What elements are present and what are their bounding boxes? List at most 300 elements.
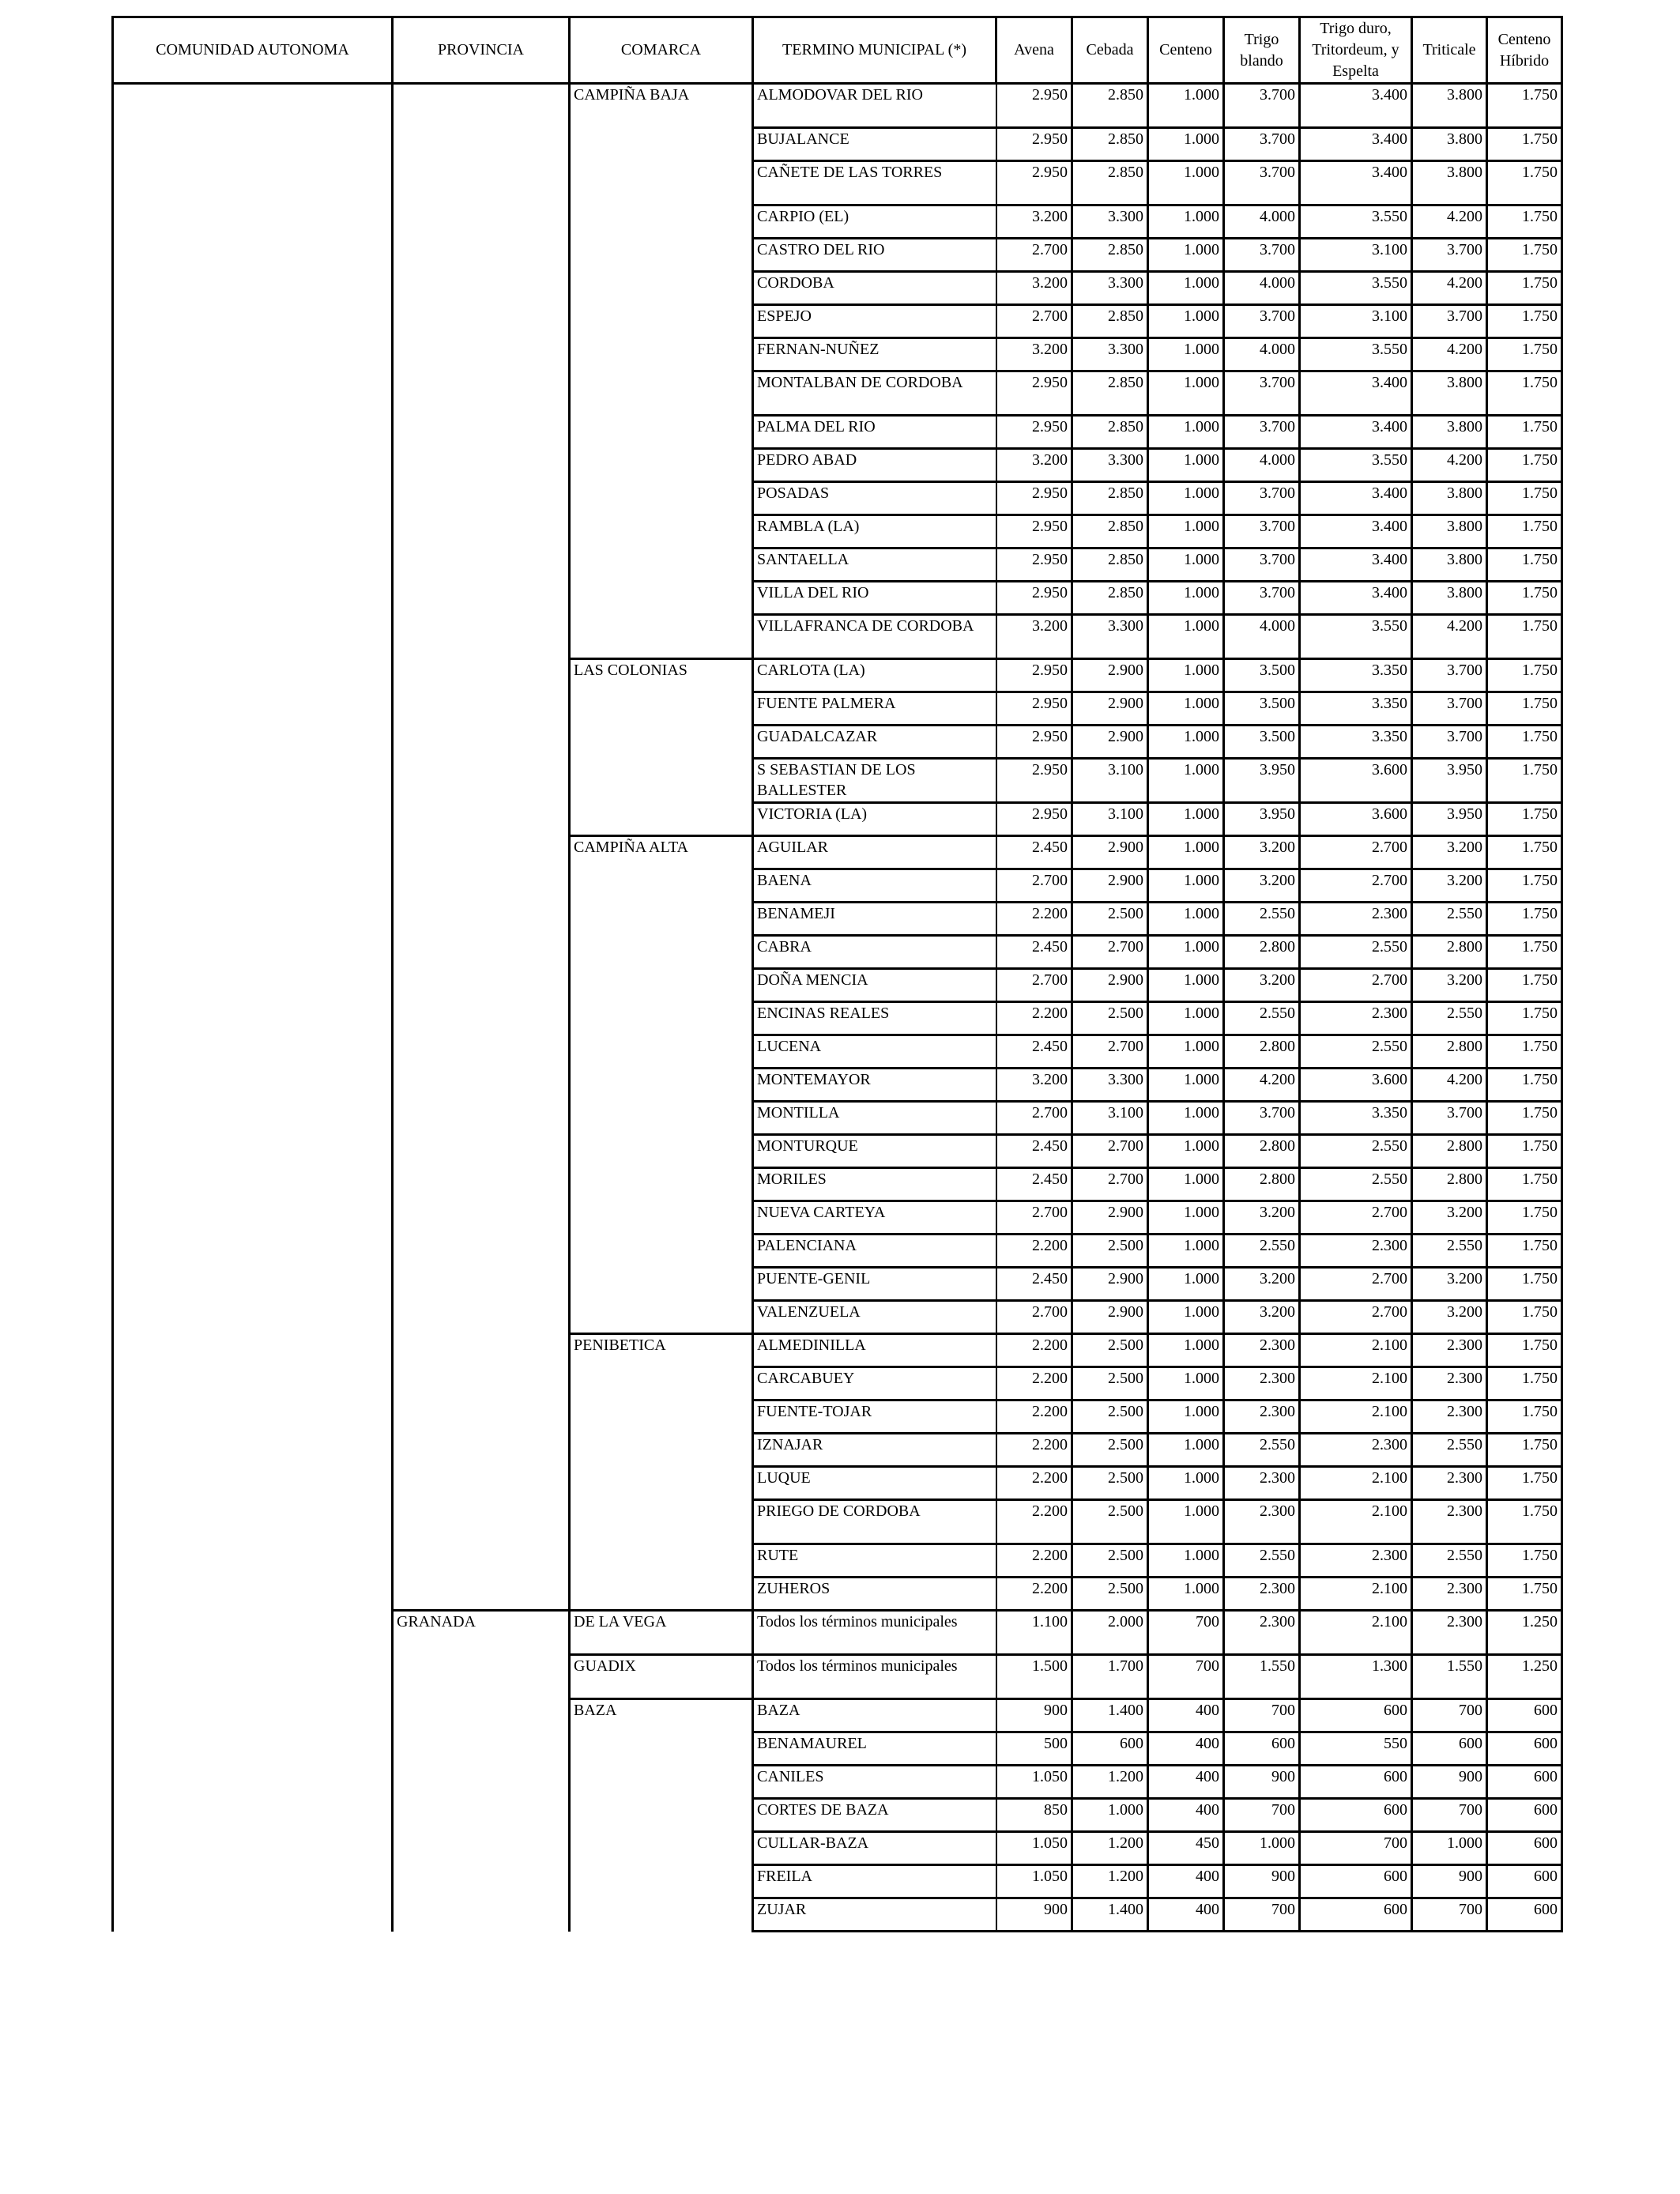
table-row (113, 305, 1562, 338)
table-row (113, 1578, 1562, 1611)
table-row (113, 1002, 1562, 1035)
comunidad-cell (113, 1367, 393, 1400)
cebada-value: 1.000 (1072, 1799, 1148, 1832)
triticale-value: 4.200 (1412, 205, 1487, 239)
cebada-value: 1.200 (1072, 1766, 1148, 1799)
termino-municipal-cell: CARCABUEY (753, 1367, 996, 1400)
table-row (113, 1434, 1562, 1467)
provincia-cell (393, 1578, 570, 1611)
table-row (113, 1898, 1562, 1932)
cebada-value: 2.850 (1072, 416, 1148, 449)
table-row (113, 1699, 1562, 1732)
provincia-cell (393, 659, 570, 692)
termino-municipal-cell: MONTALBAN DE CORDOBA (753, 371, 996, 416)
provincia-cell (393, 371, 570, 416)
trigo-blando-value: 3.200 (1224, 1268, 1300, 1301)
centeno-hibrido-value: 1.750 (1487, 239, 1562, 272)
trigo-blando-value: 3.200 (1224, 1301, 1300, 1334)
table-row (113, 582, 1562, 615)
comarca-cell (570, 1434, 753, 1467)
table-row (113, 936, 1562, 969)
provincia-cell (393, 1732, 570, 1766)
avena-value: 2.700 (996, 1301, 1072, 1334)
avena-value: 2.950 (996, 515, 1072, 548)
cebada-value: 2.700 (1072, 936, 1148, 969)
centeno-value: 1.000 (1148, 1268, 1224, 1301)
centeno-hibrido-value: 1.750 (1487, 515, 1562, 548)
table-row (113, 903, 1562, 936)
avena-value: 2.450 (996, 1035, 1072, 1069)
centeno-hibrido-value: 1.750 (1487, 449, 1562, 482)
trigo-blando-value: 700 (1224, 1799, 1300, 1832)
comarca-cell (570, 1035, 753, 1069)
termino-municipal-cell: ZUJAR (753, 1898, 996, 1932)
trigo-blando-value: 2.550 (1224, 1544, 1300, 1578)
termino-municipal-cell: ZUHEROS (753, 1578, 996, 1611)
header-provincia: PROVINCIA (393, 17, 570, 84)
trigo-duro-value: 3.100 (1300, 305, 1412, 338)
table-row (113, 338, 1562, 371)
trigo-blando-value: 1.550 (1224, 1655, 1300, 1699)
provincia-cell (393, 1655, 570, 1699)
comunidad-cell (113, 1544, 393, 1578)
trigo-blando-value: 3.700 (1224, 239, 1300, 272)
comarca-cell (570, 936, 753, 969)
trigo-blando-value: 3.700 (1224, 305, 1300, 338)
centeno-value: 1.000 (1148, 161, 1224, 205)
comunidad-cell (113, 1766, 393, 1799)
comarca-cell (570, 1467, 753, 1500)
trigo-duro-value: 1.300 (1300, 1655, 1412, 1699)
centeno-hibrido-value: 1.750 (1487, 1268, 1562, 1301)
trigo-blando-value: 2.800 (1224, 1168, 1300, 1201)
table-row (113, 416, 1562, 449)
table-row (113, 371, 1562, 416)
provincia-cell (393, 836, 570, 869)
trigo-duro-value: 3.400 (1300, 416, 1412, 449)
trigo-blando-value: 2.550 (1224, 1002, 1300, 1035)
table-row (113, 1135, 1562, 1168)
comarca-cell (570, 759, 753, 803)
trigo-blando-value: 4.000 (1224, 272, 1300, 305)
avena-value: 3.200 (996, 1069, 1072, 1102)
trigo-duro-value: 3.600 (1300, 803, 1412, 836)
triticale-value: 3.800 (1412, 515, 1487, 548)
provincia-cell (393, 305, 570, 338)
trigo-blando-value: 2.550 (1224, 1434, 1300, 1467)
provincia-cell (393, 449, 570, 482)
triticale-value: 1.000 (1412, 1832, 1487, 1865)
comarca-cell: LAS COLONIAS (570, 659, 753, 692)
cebada-value: 2.900 (1072, 1201, 1148, 1235)
triticale-value: 4.200 (1412, 1069, 1487, 1102)
trigo-blando-value: 3.700 (1224, 128, 1300, 161)
comunidad-cell (113, 1168, 393, 1201)
comunidad-cell (113, 416, 393, 449)
termino-municipal-cell: SANTAELLA (753, 548, 996, 582)
trigo-blando-value: 3.700 (1224, 371, 1300, 416)
trigo-duro-value: 2.700 (1300, 1268, 1412, 1301)
centeno-hibrido-value: 1.750 (1487, 548, 1562, 582)
cebada-value: 1.400 (1072, 1898, 1148, 1932)
comarca-cell (570, 582, 753, 615)
termino-municipal-cell: GUADALCAZAR (753, 726, 996, 759)
comarca-cell (570, 239, 753, 272)
trigo-blando-value: 3.700 (1224, 84, 1300, 128)
triticale-value: 3.800 (1412, 84, 1487, 128)
comunidad-cell (113, 726, 393, 759)
comunidad-cell (113, 582, 393, 615)
trigo-duro-value: 2.300 (1300, 1434, 1412, 1467)
trigo-blando-value: 2.300 (1224, 1400, 1300, 1434)
triticale-value: 700 (1412, 1799, 1487, 1832)
comarca-cell (570, 449, 753, 482)
centeno-hibrido-value: 1.750 (1487, 803, 1562, 836)
trigo-blando-value: 3.700 (1224, 161, 1300, 205)
termino-municipal-cell: VILLA DEL RIO (753, 582, 996, 615)
termino-municipal-cell: FUENTE PALMERA (753, 692, 996, 726)
comarca-cell (570, 128, 753, 161)
trigo-duro-value: 600 (1300, 1766, 1412, 1799)
trigo-blando-value: 3.200 (1224, 969, 1300, 1002)
provincia-cell (393, 1201, 570, 1235)
provincia-cell (393, 1135, 570, 1168)
avena-value: 2.950 (996, 759, 1072, 803)
termino-municipal-cell: BENAMAUREL (753, 1732, 996, 1766)
comunidad-cell (113, 1035, 393, 1069)
trigo-duro-value: 2.700 (1300, 969, 1412, 1002)
centeno-value: 1.000 (1148, 903, 1224, 936)
trigo-duro-value: 3.550 (1300, 449, 1412, 482)
comunidad-cell (113, 515, 393, 548)
centeno-hibrido-value: 600 (1487, 1799, 1562, 1832)
trigo-blando-value: 700 (1224, 1898, 1300, 1932)
centeno-value: 1.000 (1148, 1578, 1224, 1611)
avena-value: 900 (996, 1898, 1072, 1932)
cebada-value: 2.500 (1072, 1002, 1148, 1035)
triticale-value: 3.800 (1412, 582, 1487, 615)
triticale-value: 3.700 (1412, 726, 1487, 759)
trigo-blando-value: 4.000 (1224, 205, 1300, 239)
header-comunidad: COMUNIDAD AUTONOMA (113, 17, 393, 84)
termino-municipal-cell: FUENTE-TOJAR (753, 1400, 996, 1434)
avena-value: 2.950 (996, 371, 1072, 416)
comunidad-cell (113, 548, 393, 582)
centeno-hibrido-value: 1.750 (1487, 1334, 1562, 1367)
triticale-value: 700 (1412, 1898, 1487, 1932)
comarca-cell (570, 548, 753, 582)
trigo-duro-value: 3.400 (1300, 482, 1412, 515)
comarca-cell (570, 1799, 753, 1832)
termino-municipal-cell: BAENA (753, 869, 996, 903)
triticale-value: 3.800 (1412, 548, 1487, 582)
centeno-hibrido-value: 1.750 (1487, 759, 1562, 803)
comarca-cell (570, 1898, 753, 1932)
comarca-cell: DE LA VEGA (570, 1611, 753, 1655)
comarca-cell (570, 903, 753, 936)
provincia-cell (393, 239, 570, 272)
table-row (113, 1201, 1562, 1235)
triticale-value: 2.800 (1412, 1135, 1487, 1168)
triticale-value: 600 (1412, 1732, 1487, 1766)
table-row (113, 726, 1562, 759)
trigo-blando-value: 3.700 (1224, 416, 1300, 449)
triticale-value: 3.200 (1412, 869, 1487, 903)
avena-value: 2.450 (996, 1168, 1072, 1201)
header-comarca: COMARCA (570, 17, 753, 84)
provincia-cell (393, 803, 570, 836)
centeno-hibrido-value: 1.750 (1487, 869, 1562, 903)
centeno-value: 400 (1148, 1699, 1224, 1732)
trigo-blando-value: 4.000 (1224, 338, 1300, 371)
termino-municipal-cell: DOÑA MENCIA (753, 969, 996, 1002)
table-row (113, 1102, 1562, 1135)
triticale-value: 4.200 (1412, 338, 1487, 371)
cereal-yield-table (111, 16, 1563, 1932)
avena-value: 2.450 (996, 836, 1072, 869)
comunidad-cell (113, 205, 393, 239)
avena-value: 2.200 (996, 903, 1072, 936)
avena-value: 2.700 (996, 969, 1072, 1002)
provincia-cell (393, 1002, 570, 1035)
triticale-value: 2.800 (1412, 936, 1487, 969)
provincia-cell (393, 1766, 570, 1799)
trigo-duro-value: 2.100 (1300, 1467, 1412, 1500)
cebada-value: 2.900 (1072, 969, 1148, 1002)
centeno-value: 1.000 (1148, 272, 1224, 305)
centeno-hibrido-value: 1.750 (1487, 1301, 1562, 1334)
cebada-value: 2.900 (1072, 869, 1148, 903)
centeno-hibrido-value: 1.750 (1487, 128, 1562, 161)
trigo-blando-value: 2.800 (1224, 936, 1300, 969)
trigo-duro-value: 3.600 (1300, 759, 1412, 803)
triticale-value: 3.200 (1412, 969, 1487, 1002)
trigo-blando-value: 4.000 (1224, 449, 1300, 482)
provincia-cell (393, 1799, 570, 1832)
provincia-cell (393, 1367, 570, 1400)
trigo-duro-value: 3.400 (1300, 128, 1412, 161)
centeno-value: 1.000 (1148, 416, 1224, 449)
trigo-duro-value: 3.400 (1300, 515, 1412, 548)
cebada-value: 2.850 (1072, 161, 1148, 205)
trigo-duro-value: 3.550 (1300, 205, 1412, 239)
provincia-cell (393, 1235, 570, 1268)
trigo-duro-value: 2.550 (1300, 1168, 1412, 1201)
centeno-value: 1.000 (1148, 969, 1224, 1002)
centeno-value: 1.000 (1148, 515, 1224, 548)
centeno-hibrido-value: 1.750 (1487, 1500, 1562, 1544)
cebada-value: 2.700 (1072, 1135, 1148, 1168)
comunidad-cell (113, 1434, 393, 1467)
trigo-duro-value: 600 (1300, 1898, 1412, 1932)
triticale-value: 3.950 (1412, 803, 1487, 836)
header-avena: Avena (996, 17, 1072, 84)
table-row (113, 161, 1562, 205)
cebada-value: 3.300 (1072, 1069, 1148, 1102)
triticale-value: 2.800 (1412, 1035, 1487, 1069)
cebada-value: 2.500 (1072, 1400, 1148, 1434)
trigo-duro-value: 3.100 (1300, 239, 1412, 272)
cebada-value: 2.500 (1072, 1334, 1148, 1367)
centeno-value: 1.000 (1148, 1035, 1224, 1069)
trigo-duro-value: 2.100 (1300, 1400, 1412, 1434)
trigo-duro-value: 2.100 (1300, 1367, 1412, 1400)
centeno-hibrido-value: 1.750 (1487, 1069, 1562, 1102)
provincia-cell (393, 1544, 570, 1578)
trigo-blando-value: 3.500 (1224, 726, 1300, 759)
avena-value: 2.700 (996, 1201, 1072, 1235)
comarca-cell (570, 1732, 753, 1766)
comunidad-cell (113, 1865, 393, 1898)
triticale-value: 900 (1412, 1865, 1487, 1898)
avena-value: 2.200 (996, 1578, 1072, 1611)
centeno-hibrido-value: 1.750 (1487, 1035, 1562, 1069)
cebada-value: 2.900 (1072, 1268, 1148, 1301)
trigo-duro-value: 2.700 (1300, 869, 1412, 903)
trigo-duro-value: 3.400 (1300, 84, 1412, 128)
triticale-value: 2.550 (1412, 903, 1487, 936)
trigo-blando-value: 2.300 (1224, 1500, 1300, 1544)
trigo-duro-value: 3.400 (1300, 161, 1412, 205)
table-row (113, 1655, 1562, 1699)
centeno-hibrido-value: 600 (1487, 1898, 1562, 1932)
trigo-duro-value: 3.550 (1300, 615, 1412, 659)
cebada-value: 2.500 (1072, 903, 1148, 936)
avena-value: 2.950 (996, 161, 1072, 205)
centeno-value: 1.000 (1148, 1400, 1224, 1434)
table-row (113, 128, 1562, 161)
table-row (113, 1069, 1562, 1102)
trigo-duro-value: 2.700 (1300, 836, 1412, 869)
centeno-hibrido-value: 1.750 (1487, 1434, 1562, 1467)
table-row (113, 205, 1562, 239)
centeno-hibrido-value: 1.750 (1487, 1367, 1562, 1400)
avena-value: 2.950 (996, 582, 1072, 615)
avena-value: 2.950 (996, 726, 1072, 759)
centeno-hibrido-value: 1.750 (1487, 161, 1562, 205)
avena-value: 500 (996, 1732, 1072, 1766)
avena-value: 2.200 (996, 1367, 1072, 1400)
termino-municipal-cell: FREILA (753, 1865, 996, 1898)
comarca-cell (570, 338, 753, 371)
comunidad-cell (113, 84, 393, 128)
provincia-cell (393, 582, 570, 615)
avena-value: 2.950 (996, 659, 1072, 692)
table-row (113, 548, 1562, 582)
comarca-cell (570, 1578, 753, 1611)
centeno-hibrido-value: 1.750 (1487, 936, 1562, 969)
cebada-value: 2.850 (1072, 239, 1148, 272)
centeno-hibrido-value: 1.750 (1487, 1467, 1562, 1500)
avena-value: 1.050 (996, 1832, 1072, 1865)
comunidad-cell (113, 1102, 393, 1135)
comunidad-cell (113, 869, 393, 903)
provincia-cell (393, 1069, 570, 1102)
comarca-cell (570, 1301, 753, 1334)
trigo-blando-value: 2.550 (1224, 903, 1300, 936)
trigo-duro-value: 2.100 (1300, 1500, 1412, 1544)
centeno-hibrido-value: 1.750 (1487, 1135, 1562, 1168)
termino-municipal-cell: ENCINAS REALES (753, 1002, 996, 1035)
avena-value: 3.200 (996, 338, 1072, 371)
comarca-cell: GUADIX (570, 1655, 753, 1699)
provincia-cell (393, 272, 570, 305)
table-row (113, 803, 1562, 836)
trigo-blando-value: 3.700 (1224, 482, 1300, 515)
termino-municipal-cell: RAMBLA (LA) (753, 515, 996, 548)
centeno-value: 1.000 (1148, 1544, 1224, 1578)
centeno-value: 1.000 (1148, 239, 1224, 272)
cebada-value: 2.700 (1072, 1035, 1148, 1069)
trigo-blando-value: 2.300 (1224, 1467, 1300, 1500)
trigo-duro-value: 550 (1300, 1732, 1412, 1766)
header-termino: TERMINO MUNICIPAL (*) (753, 17, 996, 84)
cebada-value: 2.850 (1072, 371, 1148, 416)
trigo-duro-value: 3.550 (1300, 338, 1412, 371)
comunidad-cell (113, 1732, 393, 1766)
comunidad-cell (113, 161, 393, 205)
triticale-value: 3.800 (1412, 161, 1487, 205)
centeno-value: 700 (1148, 1611, 1224, 1655)
triticale-value: 2.300 (1412, 1467, 1487, 1500)
triticale-value: 3.800 (1412, 482, 1487, 515)
centeno-value: 1.000 (1148, 1434, 1224, 1467)
termino-municipal-cell: VILLAFRANCA DE CORDOBA (753, 615, 996, 659)
centeno-hibrido-value: 1.750 (1487, 1168, 1562, 1201)
centeno-hibrido-value: 600 (1487, 1865, 1562, 1898)
comunidad-cell (113, 1898, 393, 1932)
avena-value: 2.200 (996, 1544, 1072, 1578)
comunidad-cell (113, 1135, 393, 1168)
comarca-cell (570, 272, 753, 305)
triticale-value: 2.300 (1412, 1611, 1487, 1655)
termino-municipal-cell: CAÑETE DE LAS TORRES (753, 161, 996, 205)
comunidad-cell (113, 1235, 393, 1268)
table-row (113, 1467, 1562, 1500)
triticale-value: 3.200 (1412, 836, 1487, 869)
centeno-value: 1.000 (1148, 548, 1224, 582)
provincia-cell (393, 936, 570, 969)
centeno-hibrido-value: 1.750 (1487, 726, 1562, 759)
triticale-value: 3.700 (1412, 1102, 1487, 1135)
trigo-blando-value: 900 (1224, 1865, 1300, 1898)
provincia-cell (393, 416, 570, 449)
cebada-value: 1.200 (1072, 1865, 1148, 1898)
comunidad-cell (113, 482, 393, 515)
centeno-hibrido-value: 1.750 (1487, 416, 1562, 449)
cebada-value: 2.900 (1072, 836, 1148, 869)
termino-municipal-cell: ALMEDINILLA (753, 1334, 996, 1367)
comunidad-cell (113, 1655, 393, 1699)
comunidad-cell (113, 1832, 393, 1865)
termino-municipal-cell: BAZA (753, 1699, 996, 1732)
avena-value: 1.050 (996, 1766, 1072, 1799)
comunidad-cell (113, 1301, 393, 1334)
termino-municipal-cell: CARPIO (EL) (753, 205, 996, 239)
avena-value: 2.450 (996, 1135, 1072, 1168)
comarca-cell (570, 1002, 753, 1035)
termino-municipal-cell: PALMA DEL RIO (753, 416, 996, 449)
comunidad-cell (113, 128, 393, 161)
comarca-cell (570, 371, 753, 416)
centeno-value: 700 (1148, 1655, 1224, 1699)
termino-municipal-cell: MONTILLA (753, 1102, 996, 1135)
table-row (113, 1611, 1562, 1655)
cebada-value: 600 (1072, 1732, 1148, 1766)
avena-value: 900 (996, 1699, 1072, 1732)
triticale-value: 2.300 (1412, 1367, 1487, 1400)
table-row (113, 515, 1562, 548)
